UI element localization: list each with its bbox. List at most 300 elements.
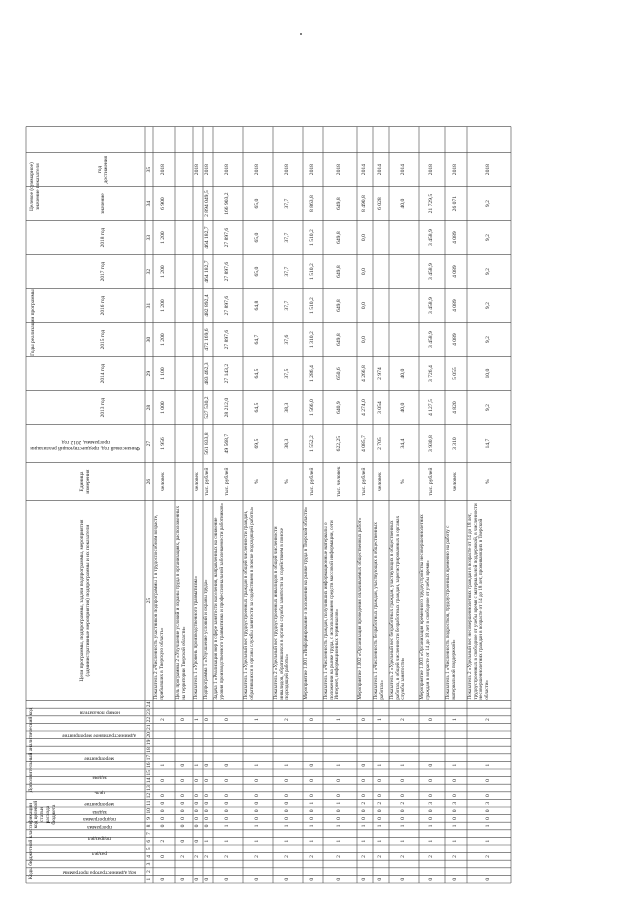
column-number: 26 <box>146 478 152 485</box>
row-year-value <box>194 289 203 323</box>
scan-mark <box>300 33 302 35</box>
row-target-value: 6 900 <box>160 197 166 210</box>
code-digit: 0 <box>309 794 315 798</box>
column-number: 5 <box>146 847 152 851</box>
code-digit: 0 <box>428 817 434 820</box>
row-year-value: 9,2 <box>485 234 491 242</box>
row-unit: % <box>485 479 491 484</box>
row-base-value: 1 552,2 <box>309 435 315 452</box>
column-number: 35 <box>146 166 152 173</box>
row-year-value: 472 169,6 <box>204 328 210 351</box>
code-digit: 0 <box>361 718 367 722</box>
row-target-value: 37,7 <box>284 198 290 209</box>
column-number: 23 <box>146 709 152 715</box>
row-year-value: 483 462,3 <box>204 362 210 385</box>
row-target-value: 8 863,8 <box>309 195 315 212</box>
row-year-value: 9,2 <box>485 336 491 344</box>
column-number: 11 <box>146 800 152 806</box>
code-digit: 0 <box>180 794 186 798</box>
column-number: 31 <box>146 302 152 309</box>
row-unit: человек <box>377 472 383 491</box>
code-digit: 0 <box>254 809 260 813</box>
code-digit: 0 <box>224 794 230 798</box>
code-digit: 0 <box>428 763 434 767</box>
row-year-value: 64,5 <box>254 368 260 379</box>
code-digit: 0 <box>204 824 210 828</box>
row-description: Показатель 2 «Удельный вес трудоустроенных инвалидов в общей численности инвалидов, обратившихся в органы службы занятости за содействием в поиске подходящей работы» <box>273 526 290 700</box>
row-year-value: 9,2 <box>485 404 491 412</box>
code-digit: 0 <box>309 817 315 820</box>
row-description: Показатель 1 «Численность граждан, получивших информационные материалы о положении на рынке труда, с использованием средств массовой информации, сети Интернет, информационных терминалов» <box>323 520 340 700</box>
row-year-value: 10,0 <box>485 368 491 379</box>
code-digit: 0 <box>336 809 342 813</box>
code-digit: 0 <box>309 809 315 813</box>
code-digit: 1 <box>336 824 342 828</box>
row-year-value: 464 182,7 <box>204 260 210 283</box>
code-digit: 2 <box>160 718 166 722</box>
code-digit: 0 <box>452 794 458 798</box>
code-digit: 3 <box>428 801 434 805</box>
code-digit: 1 <box>160 763 166 767</box>
code-digit: 1 <box>254 763 260 767</box>
code-digit: 1 <box>309 839 315 843</box>
row-base-value: 14,7 <box>485 438 491 449</box>
row-description: Показатель 2 «Удельный вес безработных граждан, участвующих в общественных работах, в общей численности безработных граждан, зарегистрированных в органах службы занятости» <box>389 515 406 700</box>
code-digit: 0 <box>180 809 186 813</box>
column-number: 28 <box>146 404 152 411</box>
code-digit: 0 <box>194 809 200 813</box>
row-year-value <box>180 323 189 357</box>
column-number: 29 <box>146 370 152 377</box>
code-digit: 0 <box>377 809 383 813</box>
code-digit: 0 <box>194 824 200 828</box>
row-year-value: 4 089 <box>452 333 458 346</box>
row-year-value: 40,0 <box>400 368 406 379</box>
column-number: 18 <box>146 747 152 753</box>
extra-code-header: Дополнительный аналитический код <box>28 707 35 793</box>
row-target-year: 2018 <box>309 164 315 176</box>
row-description: Показатель 1 «Численность безработных граждан, участвующих в общественных работах» <box>373 522 385 700</box>
code-digit: 2 <box>377 801 383 805</box>
row-target-year: 2018 <box>336 164 342 176</box>
row-year-value: 1 200 <box>160 231 166 244</box>
column-number: 10 <box>146 808 152 814</box>
code-digit: 1 <box>452 718 458 722</box>
header-razdel: раздел <box>92 850 107 857</box>
row-description: Мероприятие 1.002 «Организация проведения оплачиваемых общественных работ» <box>357 517 363 700</box>
code-digit: 2 <box>284 718 290 722</box>
code-digit: 0 <box>452 779 458 782</box>
code-digit: 1 <box>284 824 290 828</box>
row-description: Подпрограмма 1 «Улучшение условий и охраны труда» <box>203 579 209 700</box>
target-article-header: код целевой статьи расхода бюджета <box>33 800 57 829</box>
row-target-year: 2018 <box>254 164 260 176</box>
row-year-value <box>194 391 203 425</box>
code-digit: 1 <box>400 839 406 843</box>
row-unit: тыс. человек <box>336 466 342 497</box>
code-digit: 0 <box>204 763 210 767</box>
code-digit: 0 <box>194 817 200 820</box>
row-target-value: 2 894 049,5 <box>204 190 210 217</box>
code-digit: 0 <box>452 809 458 813</box>
row-target-value: 6 028 <box>377 197 383 210</box>
code-digit: 1 <box>452 824 458 828</box>
column-number: 20 <box>146 732 152 738</box>
code-digit: 0 <box>160 817 166 820</box>
code-digit: 0 <box>160 824 166 828</box>
code-digit: 0 <box>254 801 260 805</box>
code-digit: 1 <box>284 763 290 767</box>
row-year-value: 28 212,0 <box>224 397 230 418</box>
row-year-value: 650,6 <box>336 367 342 380</box>
row-year-value: 64,7 <box>254 334 260 345</box>
code-digit: 0 <box>336 794 342 798</box>
row-year-value: 4 820 <box>452 401 458 414</box>
code-digit: 1 <box>224 839 230 843</box>
code-digit: 0 <box>204 718 210 722</box>
row-target-value: 8 490,8 <box>361 195 367 212</box>
code-digit: 0 <box>400 779 406 782</box>
row-unit: тыс. рублей <box>309 467 315 496</box>
row-year-value: 4 089 <box>452 299 458 312</box>
row-year-value: 1 200 <box>160 333 166 346</box>
code-digit: 0 <box>309 779 315 782</box>
code-digit: 2 <box>194 855 200 858</box>
code-digit: 0 <box>204 817 210 820</box>
row-year-value: 0,0 <box>361 234 367 242</box>
code-digit: 1 <box>400 763 406 767</box>
code-digit: 0 <box>204 877 210 881</box>
year-header: 2018 год <box>99 227 106 248</box>
row-target-value: 9,2 <box>485 200 491 208</box>
row-unit: человек <box>160 472 166 491</box>
code-digit: 1 <box>336 839 342 843</box>
row-target-value: 40,0 <box>400 198 406 209</box>
row-base-value: 3 310 <box>452 437 458 450</box>
row-year-value: 649,8 <box>336 333 342 346</box>
code-digit: 0 <box>400 809 406 813</box>
row-unit: тыс. рублей <box>361 467 367 496</box>
row-unit: человек <box>452 472 458 491</box>
row-base-value: 2 705 <box>377 437 383 450</box>
code-digit: 0 <box>309 718 315 722</box>
column-number: 14 <box>146 777 152 784</box>
row-base-value: 34,4 <box>400 438 406 449</box>
column-number: 3 <box>146 862 152 866</box>
code-digit: 0 <box>194 801 200 805</box>
code-digit: 0 <box>224 718 230 722</box>
code-digit: 1 <box>485 839 491 843</box>
base-year-header: Финансовый год, предшествующий реализации программы, 2012 год <box>30 438 141 451</box>
code-digit: 0 <box>180 801 186 805</box>
row-base-value: 3 930,8 <box>428 435 434 452</box>
code-digit: 0 <box>160 809 166 813</box>
row-target-year: 2018 <box>224 164 230 176</box>
code-digit: 0 <box>160 855 166 858</box>
code-digit: 2 <box>254 855 260 858</box>
code-digit: 0 <box>428 718 434 722</box>
code-digit: 1 <box>400 824 406 828</box>
code-digit: 0 <box>204 801 210 805</box>
column-number: 8 <box>146 824 152 828</box>
row-target-value: 26 071 <box>452 195 458 212</box>
code-digit: 1 <box>204 839 210 843</box>
code-digit: 0 <box>160 801 166 805</box>
row-year-value <box>180 289 189 323</box>
code-digit: 0 <box>284 801 290 805</box>
code-digit: 0 <box>224 779 230 782</box>
row-year-value <box>180 391 189 425</box>
row-year-value: 4 266,8 <box>361 365 367 382</box>
row-unit: человек <box>194 472 200 491</box>
row-year-value: 1 510,2 <box>309 263 315 280</box>
code-digit: 0 <box>180 839 186 843</box>
column-number: 17 <box>146 754 152 761</box>
row-base-value: 38,3 <box>284 438 290 449</box>
row-base-value: 69,5 <box>254 438 260 449</box>
header-program: программа <box>87 823 112 830</box>
column-number: 27 <box>146 440 152 447</box>
row-target-value: 649,8 <box>336 197 342 210</box>
column-number: 16 <box>146 762 152 768</box>
code-digit: 0 <box>180 877 186 881</box>
row-year-value: 1 200 <box>160 299 166 312</box>
code-digit: 2 <box>428 855 434 858</box>
row-target-year: 2014 <box>377 164 383 176</box>
column-number: 30 <box>146 336 152 343</box>
code-digit: 0 <box>361 817 367 820</box>
row-year-value: 4 274,0 <box>361 399 367 416</box>
header-nomer: номер показателя <box>79 709 120 716</box>
row-target-year: 2018 <box>485 164 491 176</box>
row-year-value: 1 200 <box>160 265 166 278</box>
code-digit: 0 <box>428 779 434 782</box>
row-year-value: 64,8 <box>254 300 260 311</box>
code-digit: 0 <box>284 817 290 820</box>
row-target-year <box>180 153 189 187</box>
column-number: 22 <box>146 716 152 723</box>
row-year-value: 527 530,2 <box>204 396 210 419</box>
row-year-value: 1 510,2 <box>309 297 315 314</box>
code-digit: 2 <box>204 855 210 858</box>
row-base-value: 4 085,7 <box>361 435 367 452</box>
row-year-value: 65,0 <box>254 232 260 243</box>
code-digit: 1 <box>361 839 367 843</box>
code-digit: 0 <box>336 779 342 782</box>
row-year-value: 37,7 <box>284 232 290 243</box>
code-digit: 0 <box>428 809 434 813</box>
code-digit: 0 <box>180 824 186 828</box>
row-year-value: 27 897,6 <box>224 227 230 248</box>
code-digit: 1 <box>361 824 367 828</box>
code-digit: 2 <box>452 855 458 858</box>
row-year-value: 3 458,9 <box>428 331 434 348</box>
code-digit: 1 <box>194 763 200 767</box>
row-year-value <box>377 289 386 323</box>
header-podrazdel: подраздел <box>87 835 112 842</box>
code-digit: 0 <box>400 794 406 798</box>
row-year-value <box>180 221 189 255</box>
row-unit: % <box>400 479 406 484</box>
row-year-value: 464 182,7 <box>204 226 210 249</box>
row-year-value: 4 089 <box>452 231 458 244</box>
row-year-value: 9,2 <box>485 302 491 310</box>
row-unit: тыс. рублей <box>428 467 434 496</box>
row-target-year: 2018 <box>194 164 200 176</box>
column-number: 15 <box>146 770 152 776</box>
row-year-value: 2 974 <box>377 367 383 380</box>
row-year-value: 1 100 <box>160 367 166 380</box>
row-year-value: 27 897,6 <box>224 261 230 282</box>
row-year-value <box>194 255 203 289</box>
header-meropriyatie: мероприятие <box>84 755 115 762</box>
code-digit: 0 <box>309 763 315 767</box>
row-target-year: 2018 <box>452 164 458 176</box>
code-digit: 1 <box>377 824 383 828</box>
row-year-value: 37,5 <box>284 368 290 379</box>
code-digit: 0 <box>254 779 260 782</box>
code-digit: 0 <box>361 763 367 767</box>
row-year-value <box>400 221 409 255</box>
row-description: Показатель 1 «Удельный вес трудоустроенных граждан в общей численности граждан, обратившихся в органы службы занятости за содействием в поиске подходящей работы» <box>243 506 255 700</box>
code-digit: 0 <box>336 877 342 881</box>
row-unit: % <box>284 479 290 484</box>
header-task: задача <box>92 808 107 815</box>
row-year-value <box>400 289 409 323</box>
row-description: Задача 1 «Реализация мер в сфере занятости населения, направленных на снижение уровня производственного травматизма и профессиональной заболеваемости работников» <box>213 502 225 700</box>
code-digit: 1 <box>254 839 260 843</box>
column-number: 13 <box>146 785 152 791</box>
row-year-value: 65,0 <box>254 266 260 277</box>
column-number: 1 <box>146 877 152 881</box>
code-digit: 1 <box>254 718 260 722</box>
column-number: 34 <box>146 200 152 207</box>
code-digit: 0 <box>194 779 200 782</box>
code-digit: 0 <box>309 877 315 881</box>
code-digit: 2 <box>400 855 406 858</box>
code-digit: 0 <box>377 794 383 798</box>
code-digit: 0 <box>400 817 406 820</box>
code-digit: 0 <box>224 763 230 767</box>
row-year-value: 3 726,4 <box>428 365 434 382</box>
row-year-value: 640,9 <box>336 401 342 414</box>
row-year-value <box>194 221 203 255</box>
unit-column-header: Единица измерения <box>78 469 91 494</box>
row-year-value: 1 566,0 <box>309 399 315 416</box>
code-digit: 1 <box>428 824 434 828</box>
code-digit: 0 <box>194 877 200 881</box>
code-digit: 2 <box>180 855 186 858</box>
code-digit: 1 <box>194 718 200 722</box>
goals-column-header: Цели программы, подпрограммы, задачи подпрограммы, мероприятия (административные мероприятия) подпрограммы и их показатели <box>78 519 91 682</box>
row-description: Цель программы 2 «Улучшение условий и охраны труда в организациях, расположенных на территории Тверской области» <box>175 506 187 700</box>
row-year-value: 649,8 <box>336 231 342 244</box>
row-year-value: 649,8 <box>336 265 342 278</box>
code-digit: 0 <box>194 794 200 798</box>
row-base-value <box>194 425 203 463</box>
row-year-value: 3 054 <box>377 401 383 414</box>
code-digit: 0 <box>452 877 458 881</box>
row-year-value: 0,0 <box>361 302 367 310</box>
code-digit: 0 <box>204 809 210 813</box>
row-target-value: 65,0 <box>254 198 260 209</box>
row-target-value <box>180 187 189 221</box>
code-digit: 0 <box>361 877 367 881</box>
row-unit: % <box>254 479 260 484</box>
year-header: 2013 год <box>99 397 106 418</box>
code-digit: 0 <box>485 817 491 820</box>
code-digit: 0 <box>428 794 434 798</box>
code-digit: 1 <box>428 839 434 843</box>
row-description: Показатель 2 «Численность участников подпрограммы 1 в трудоспособном возрасте, прибывших в Тверскую область» <box>153 514 165 700</box>
code-digit: 0 <box>224 801 230 805</box>
code-digit: 0 <box>284 779 290 782</box>
code-digit: 1 <box>309 824 315 828</box>
row-year-value: 3 458,9 <box>428 297 434 314</box>
row-year-value <box>194 323 203 357</box>
row-unit: тыс. рублей <box>204 467 210 496</box>
code-digit: 0 <box>284 877 290 881</box>
code-digit: 0 <box>361 794 367 798</box>
header-administrativnoe: административное мероприятие <box>62 732 137 739</box>
code-digit: 0 <box>284 794 290 798</box>
code-digit: 2 <box>485 718 491 722</box>
row-year-value: 4 089 <box>452 265 458 278</box>
code-digit: 0 <box>485 779 491 782</box>
row-year-value: 5 055 <box>452 367 458 380</box>
code-digit: 1 <box>452 839 458 843</box>
code-digit: 0 <box>452 817 458 820</box>
row-year-value: 27 143,2 <box>224 363 230 384</box>
code-digit: 1 <box>377 839 383 843</box>
row-year-value: 3 458,9 <box>428 229 434 246</box>
code-digit: 0 <box>160 877 166 881</box>
code-digit: 1 <box>377 763 383 767</box>
code-digit: 0 <box>180 779 186 782</box>
row-target-year: 2018 <box>160 164 166 176</box>
code-digit: 1 <box>485 824 491 828</box>
row-year-value: 4 127,5 <box>428 399 434 416</box>
code-digit: 0 <box>254 794 260 798</box>
row-target-value <box>194 187 203 221</box>
row-unit: тыс. рублей <box>224 467 230 496</box>
code-digit: 0 <box>361 779 367 782</box>
year-achieved-header: год достижения <box>96 155 109 184</box>
column-number: 2 <box>146 870 152 874</box>
code-digit: 0 <box>485 809 491 813</box>
row-year-value <box>377 323 386 357</box>
code-digit: 1 <box>309 801 315 805</box>
code-digit: 0 <box>180 718 186 722</box>
column-number: 6 <box>146 839 152 843</box>
row-year-value <box>400 255 409 289</box>
code-digit: 0 <box>485 794 491 798</box>
code-digit: 2 <box>336 855 342 858</box>
row-target-value: 21 729,5 <box>428 193 434 214</box>
code-digit: 1 <box>485 763 491 767</box>
row-description: Мероприятие 1.001 «Информирование о положении на рынке труда в Тверской области» <box>303 506 309 700</box>
row-year-value: 37,6 <box>284 334 290 345</box>
row-base-value <box>180 425 189 463</box>
code-digit: 0 <box>160 779 166 782</box>
column-number: 9 <box>146 817 152 820</box>
code-digit: 0 <box>361 809 367 813</box>
row-year-value: 37,7 <box>284 266 290 277</box>
code-digit: 2 <box>284 855 290 858</box>
column-number: 19 <box>146 739 152 746</box>
row-target-year: 2018 <box>428 164 434 176</box>
code-digit: 0 <box>224 877 230 881</box>
